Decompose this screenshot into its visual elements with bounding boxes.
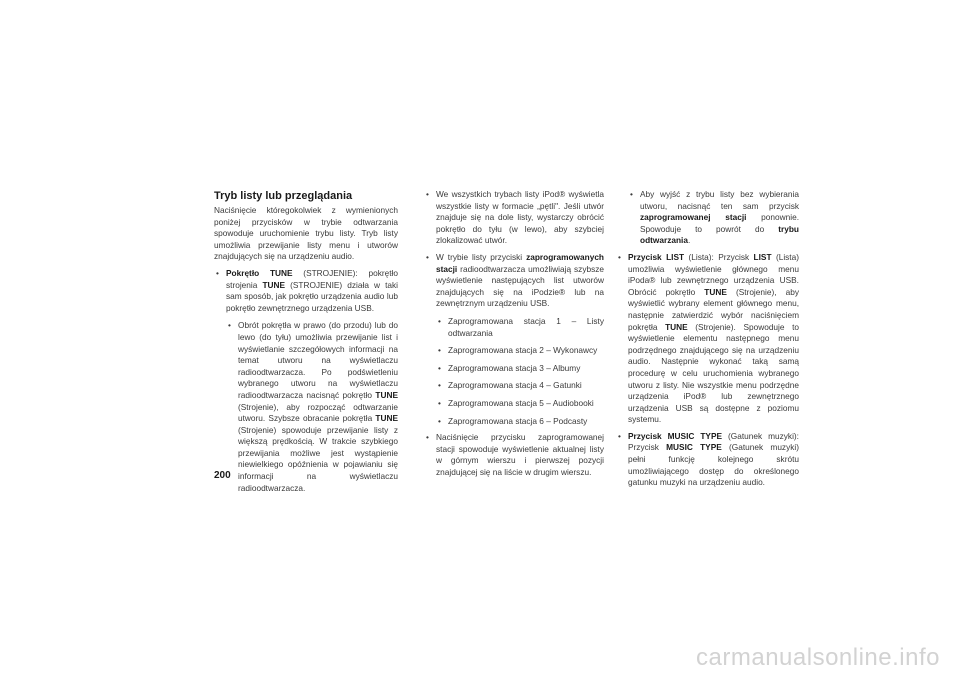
preset-item: • Zaprogramowana stacja 4 – Gatunki bbox=[424, 380, 604, 392]
preset-item: • Zaprogramowana stacja 3 – Albumy bbox=[424, 363, 604, 375]
column-2 bbox=[424, 189, 604, 478]
page-number: 200 bbox=[214, 470, 231, 481]
bullet-ipod-loop: • We wszystkich trybach listy iPod® wyświetla wszystkie listy w formacie „pętli". Jeśli utwór znajduje się na dole listy, wystarczy obrócić pokrętło do tyłu (w lewo), aby szybciej zlokalizować utwór. bbox=[424, 189, 604, 247]
bullet-preset-press: • Naciśnięcie przycisku zaprogramowanej stacji spowoduje wyświetlenie aktualnej listy w górnym wierszu i pierwszej pozycji znajdującej się na liście w drugim wierszu. bbox=[424, 432, 604, 478]
subbullet-exit-list: • Aby wyjść z trybu listy bez wybierania utworu, nacisnąć ten sam przycisk zaprogramowanej stacji ponownie. Spowoduje to powrót do trybu odtwarzania. bbox=[616, 189, 799, 247]
column-3 bbox=[616, 189, 799, 489]
bullet-tune-knob: • Pokrętło TUNE (STROJENIE): pokrętło strojenia TUNE (STROJENIE) działa w taki sam sposób, jak pokrętło urządzenia audio lub pokrętło zewnętrznego urządzenia USB. bbox=[214, 268, 398, 314]
bullet-preset-buttons: • W trybie listy przyciski zaprogramowanych stacji radioodtwarzacza umożliwiają szybsze wyświetlenie następujących list utworów znajdujących się na iPodzie® lub na zewnętrznym urządzeniu USB. bbox=[424, 252, 604, 310]
intro-paragraph: Naciśnięcie któregokolwiek z wymienionych poniżej przycisków w trybie odtwarzania spowoduje uruchomienie trybu listy. Tryb listy umożliwia przewijanie listy menu i utworów znajdujących się na urządzeniu audio. bbox=[214, 205, 398, 262]
preset-item: • Zaprogramowana stacja 1 – Listy odtwarzania bbox=[424, 316, 604, 339]
preset-item: • Zaprogramowana stacja 5 – Audiobooki bbox=[424, 398, 604, 410]
watermark: carmanualsonline.info bbox=[696, 644, 940, 671]
preset-item: • Zaprogramowana stacja 2 – Wykonawcy bbox=[424, 345, 604, 357]
bullet-music-type-button: • Przycisk MUSIC TYPE (Gatunek muzyki): Przycisk MUSIC TYPE (Gatunek muzyki) pełni funkcję kolejnego skrótu umożliwiającego dostęp do określonego gatunku muzyki na urządzeniu audio. bbox=[616, 431, 799, 489]
column-1 bbox=[214, 190, 398, 494]
section-title: Tryb listy lub przeglądania bbox=[214, 190, 353, 202]
preset-item: • Zaprogramowana stacja 6 – Podcasty bbox=[424, 416, 604, 428]
subbullet-rotation: • Obrót pokrętła w prawo (do przodu) lub do lewo (do tyłu) umożliwia przewijanie list i wyświetlanie szczegółowych informacji na temat utworu na wyświetlaczu radioodtwarzacza. Po podświetleniu wybranego utworu na wyświetlaczu radioodtwarzacza nacisnąć pokrętło TUNE (Strojenie), aby rozpocząć odtwarzanie utworu. Szybsze obracanie pokrętła TUNE (Strojenie) spowoduje przewijanie listy z większą prędkością. W trakcie szybkiego przewijania możliwe jest wystąpienie niewielkiego opóźnienia w pojawianiu się informacji na wyświetlaczu radioodtwarzacza. bbox=[214, 320, 398, 494]
bullet-list-button: • Przycisk LIST (Lista): Przycisk LIST (Lista) umożliwia wyświetlenie głównego menu iPoda® lub zewnętrznego urządzenia USB. Obrócić pokrętło TUNE (Strojenie), aby wyświetlić wybrany element głównego menu, następnie zatwierdzić wybór naciśnięciem pokrętła TUNE (Strojenie). Spowoduje to wyświetlenie elementu następnego menu podrzędnego znajdującego się na urządzeniu audio. Następnie wykonać taką samą procedurę w celu uruchomienia wybranego utworu z listy. Nie wszystkie menu podrzędne urządzenia iPod® lub zewnętrznego urządzenia USB są dostępne z poziomu systemu. bbox=[616, 252, 799, 426]
